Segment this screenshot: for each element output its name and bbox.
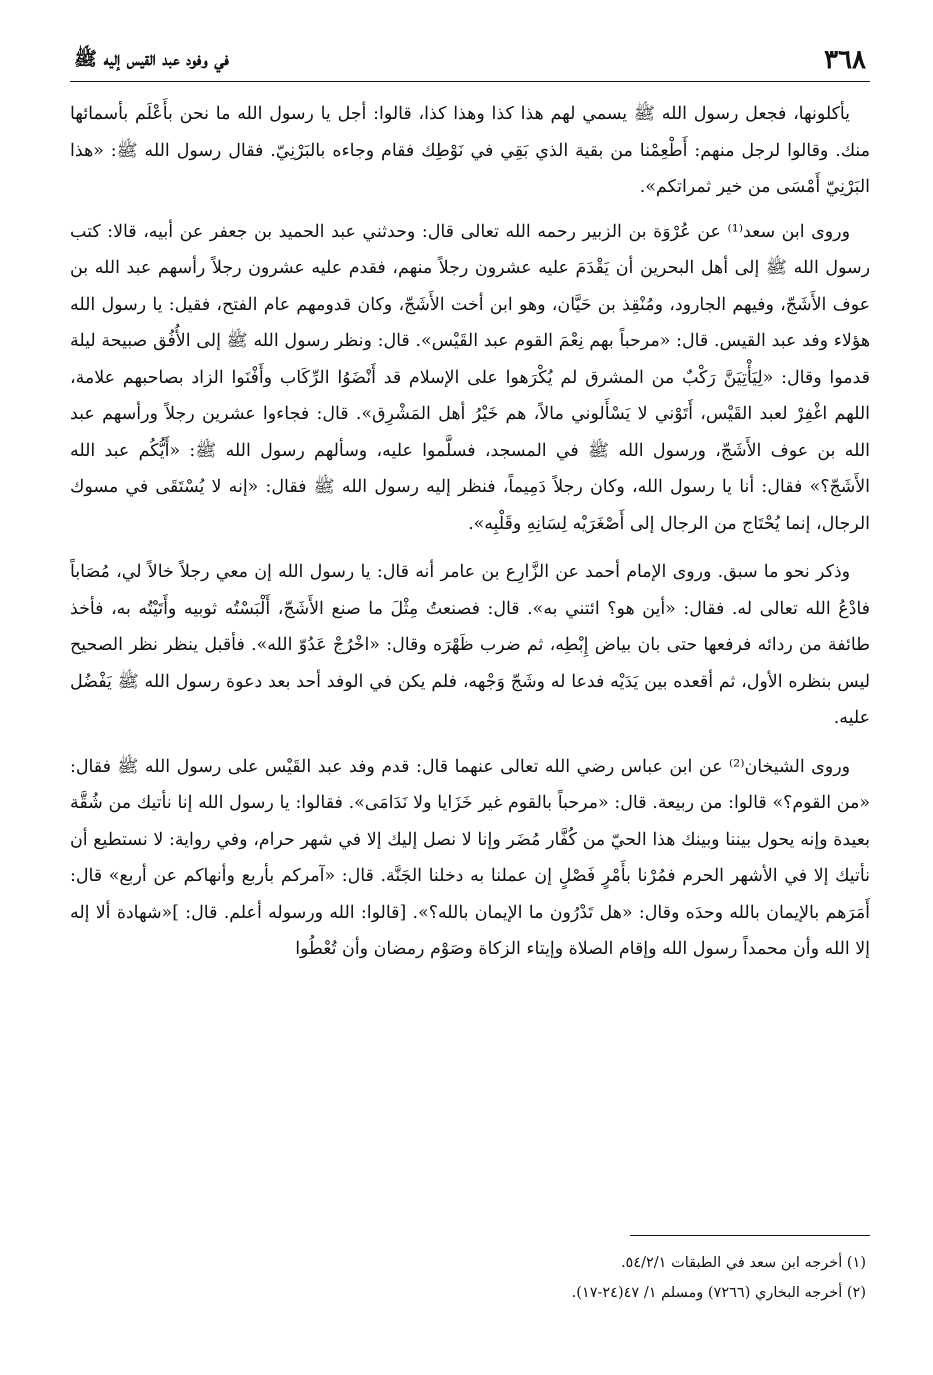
page-number: ٣٦٨: [824, 45, 866, 75]
paragraph: وروى الشيخان⁽²⁾ عن ابن عباس رضي الله تعالى عنهما قال: قدم وفد عبد القَيْس على رسول الله ﷺ فقال: «من القوم؟» قالوا: من ربيعة. قال: «مرحباً بالقوم غير خَزَايا ولا نَدَامَى». فقالوا: يا رسول الله إنا نأتيك من شُقَّة بعيدة وإنه يحول بيننا وبينك هذا الحيّ من كُفَّار مُضَر وإنا لا نصل إليك إلا في شهر حرام، وفي رواية: لا نستطيع أن نأتيك إلا في الأشهر الحرم فمُرْنا بأَمْرٍ فَصْلٍ إن عملنا به دخلنا الجَنَّة. قال: «آمركم بأربع وأنهاكم عن أربع» قال: أَمَرَهم بالإيمان بالله وحدَه وقال: «هل تَدْرُون ما الإيمان بالله؟». [قالوا: الله ورسوله أعلم. قال: ]«شهادة ألا إله إلا الله وأن محمداً رسول الله وإقام الصلاة وإيتاء الزكاة وصَوْم رمضان وأن تُعْطُوا: [70, 756, 870, 959]
running-title: في وفود عبد القيس إليه ﷺ: [74, 48, 229, 70]
page-header: [70, 40, 870, 82]
paragraph: وذكر نحو ما سبق. وروى الإمام أحمد عن الزَّارِع بن عامر أنه قال: يا رسول الله إن معي رجلاً خالاً لي، مُصَاباً فادْعُ الله تعالى له. فقال: «أين هو؟ ائتني به». قال: فصنعتُ مِثْلَ ما صنع الأَشَجّ، أَلْبَسْتُه ثوبيه وأَتَيْتُه به، فأخذ طائفة من ردائه فرفعها حتى بان بياض إِبْطِه، ثم ضرب ظَهْرَه وقال: «اخْرُجْ عَدُوّ الله». فأقبل ينظر نظر الصحيح ليس بنظره الأول، ثم أقعده بين يَدَيْه فدعا له وشَجّ وَجْهه، فلم يكن في الوفد أحد بعد دعوة رسول الله ﷺ يَفْضُل عليه.: [70, 562, 870, 728]
footnotes: [70, 1248, 870, 1308]
footnote-divider: [630, 1235, 870, 1236]
main-text: [70, 96, 870, 968]
footnote: (٢) أخرجه البخاري (٧٢٦٦) ومسلم ١/ ٤٧(٢٤-١٧).: [571, 1285, 866, 1301]
paragraph: وروى ابن سعد⁽¹⁾ عن عُرْوَة بن الزبير رحمه الله تعالى قال: وحدثني عبد الحميد بن جعفر عن أبيه، قالا: كتب رسول الله ﷺ إلى أهل البحرين أن يَقْدَمَ عليه عشرون رجلاً منهم، فقدم عليه عشرون رجلاً رأسهم عبد الله بن عوف الأَشَجّ، وفيهم الجارود، ومُنْقِذ بن حَيَّان، وهو ابن أخت الأَشَجّ، وكان قدومهم عام الفتح، فقيل: يا رسول الله هؤلاء وفد عبد القيس. قال: «مرحباً بهم نِعْمَ القوم عبد القَيْس». قال: ونظر رسول الله ﷺ إلى الأُفُق صبيحة ليلة قدموا وقال: «لِيَأْتِيَنَّ رَكْبٌ من المشرق لم يُكْرَهوا على الإسلام قد أَنْضَوُا الرِّكَاب وأَفْنَوا الزاد بصاحبهم علامة، اللهم اغْفِرْ لعبد القَيْس، أَتَوْني لا يَسْأَلوني مالاً، هم خَيْرُ أهل المَشْرِق». قال: فجاءوا عشرين رجلاً ورأسهم عبد الله بن عوف الأَشَجّ، ورسول الله ﷺ في المسجد، فسلَّموا عليه، وسألهم رسول الله ﷺ: «أَيُّكُم عبد الله الأَشَجّ؟» فقال: أنا يا رسول الله، وكان رجلاً دَمِيماً، فنظر إليه رسول الله ﷺ فقال: «إنه لا يُسْتَقَى في مسوك الرجال، إنما يُحْتَاج من الرجال إلى أَصْغَرَيْه لِسَانِهِ وقَلْبِه».: [70, 221, 870, 534]
paragraph: يأكلونها، فجعل رسول الله ﷺ يسمي لهم هذا كذا وهذا كذا، قالوا: أجل يا رسول الله ما نحن بأَعْلَم بأسمائها منك. وقالوا لرجل منهم: أَطْعِمْنا من بقية الذي بَقِي في نَوْطِك فقام وجاءه بالبَرْنِيّ. فقال رسول الله ﷺ: «هذا البَرْنِيّ أَمْسَى من خير ثمراتكم».: [70, 104, 870, 197]
book-page: [70, 40, 870, 1330]
footnote: (١) أخرجه ابن سعد في الطبقات ٥٤/٢/١.: [620, 1255, 866, 1271]
